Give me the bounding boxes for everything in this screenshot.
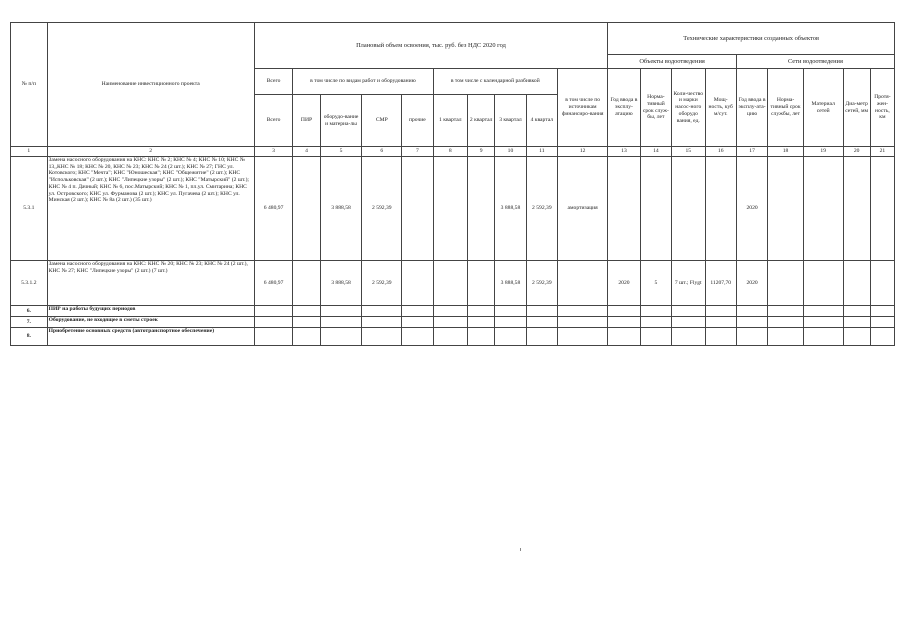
header-equipment: оборудо-вание и материа-лы xyxy=(320,95,362,147)
col-number: 5 xyxy=(320,147,362,157)
row-net-term xyxy=(768,261,804,306)
row-obj-power xyxy=(705,157,736,261)
row-pir xyxy=(293,261,320,306)
row-net-year: 2020 xyxy=(736,157,767,261)
header-by-work: в том числе по видам работ и оборудованию xyxy=(293,69,433,95)
row-net-material xyxy=(803,261,843,306)
row-other xyxy=(402,261,433,306)
row-net-length xyxy=(870,157,894,261)
header-name: Наименование инвестиционного проекта xyxy=(47,23,254,147)
section-row xyxy=(11,317,895,328)
header-net-term: Норма-тивный срок службы, лет xyxy=(768,69,804,147)
section-name: Приобретение основных средств (автотранспортное обеспечение) xyxy=(47,328,254,346)
row-obj-term xyxy=(640,157,671,261)
header-q4: 4 квартал xyxy=(526,95,557,147)
row-obj-year xyxy=(608,157,640,261)
header-tech-title: Технические характеристики созданных объектов xyxy=(608,23,895,55)
table-row xyxy=(11,157,895,261)
row-total: 6 480,97 xyxy=(254,261,293,306)
row-source: амортизация xyxy=(558,157,608,261)
header-smr: СМР xyxy=(362,95,402,147)
row-q3: 3 888,58 xyxy=(495,157,526,261)
header-obj-power: Мощ-ность, куб м/сут. xyxy=(705,69,736,147)
col-number: 17 xyxy=(736,147,767,157)
header-other: прочие xyxy=(402,95,433,147)
row-num: 5.3.1.2 xyxy=(11,261,48,306)
col-number: 11 xyxy=(526,147,557,157)
col-number: 7 xyxy=(402,147,433,157)
header-by-source: в том числе по источникам финансиро-вания xyxy=(558,69,608,147)
row-smr: 2 592,39 xyxy=(362,157,402,261)
column-numbers-row xyxy=(11,147,895,157)
col-number: 13 xyxy=(608,147,640,157)
header-total-group: Всего xyxy=(254,69,293,95)
row-net-year: 2020 xyxy=(736,261,767,306)
header-volume-title: Плановый объем освоения, тыс. руб. без НДС 2020 год xyxy=(254,23,608,69)
row-q2 xyxy=(468,157,495,261)
row-equipment: 3 888,58 xyxy=(320,261,362,306)
header-wastewater-objects: Объекты водоотведения xyxy=(608,55,737,69)
row-pir xyxy=(293,157,320,261)
row-source xyxy=(558,261,608,306)
header-num: № п/п xyxy=(11,23,48,147)
row-net-diameter xyxy=(843,157,870,261)
header-by-quarter: в том числе с календарной разбивкой xyxy=(433,69,557,95)
header-net-material: Материал сетей xyxy=(803,69,843,147)
header-obj-qty: Коли-чество и марки насос-ного оборудо вания, ед. xyxy=(672,69,705,147)
row-net-diameter xyxy=(843,261,870,306)
header-q2: 2 квартал xyxy=(468,95,495,147)
col-number: 8 xyxy=(433,147,468,157)
row-name: Замена насосного оборудования на КНС: КНС № 20; КНС № 23; КНС № 24 (2 шт.), КНС № 27; КНС "Липецкие узоры" (2 шт.) (7 шт.) xyxy=(47,261,254,306)
scan-mark xyxy=(520,548,521,551)
col-number: 10 xyxy=(495,147,526,157)
section-row xyxy=(11,328,895,346)
col-number: 3 xyxy=(254,147,293,157)
col-number: 4 xyxy=(293,147,320,157)
col-number: 18 xyxy=(768,147,804,157)
header-net-length: Протя-жен-ность, км xyxy=(870,69,894,147)
row-net-length xyxy=(870,261,894,306)
header-obj-year: Год ввода в эксплу-атацию xyxy=(608,69,640,147)
section-num: 6. xyxy=(11,306,48,317)
header-total: Всего xyxy=(254,95,293,147)
header-q3: 3 квартал xyxy=(495,95,526,147)
col-number: 9 xyxy=(468,147,495,157)
table-row xyxy=(11,261,895,306)
row-q4: 2 592,39 xyxy=(526,157,557,261)
section-name: ПИР на работы будущих периодов xyxy=(47,306,254,317)
section-row xyxy=(11,306,895,317)
section-name: Оборудование, не входящее в сметы строек xyxy=(47,317,254,328)
investment-table xyxy=(10,22,895,346)
col-number: 21 xyxy=(870,147,894,157)
row-q2 xyxy=(468,261,495,306)
header-wastewater-networks: Сети водоотведения xyxy=(736,55,894,69)
row-obj-qty: 7 шт.; Flygt xyxy=(672,261,705,306)
col-number: 14 xyxy=(640,147,671,157)
row-q1 xyxy=(433,157,468,261)
col-number: 19 xyxy=(803,147,843,157)
col-number: 2 xyxy=(47,147,254,157)
header-pir: ПИР xyxy=(293,95,320,147)
col-number: 6 xyxy=(362,147,402,157)
row-obj-qty xyxy=(672,157,705,261)
section-num: 8. xyxy=(11,328,48,346)
row-q1 xyxy=(433,261,468,306)
row-obj-year: 2020 xyxy=(608,261,640,306)
row-net-term xyxy=(768,157,804,261)
row-equipment: 3 888,58 xyxy=(320,157,362,261)
row-total: 6 480,97 xyxy=(254,157,293,261)
row-obj-power: 11207,70 xyxy=(705,261,736,306)
col-number: 20 xyxy=(843,147,870,157)
row-name: Замена насосного оборудования на КНС: КНС № 2; КНС № 4; КНС № 10; КНС № 13,,КНС № 18; КНС № 20, КНС № 23; КНС № 24 (2 шт.); КНС № 27; ГНС ул. Котовского; КНС "Мечта"; КНС "Юношеская"; КНС "Общежитие" (2 шт.); КНС "Испольковская" (2 шт.); КНС "Липецкие узоры" (2 шт.); КНС "Матырский" (2 шт.); КНС № 4 п. Дачный; КНС № 6, пос.Матырский; КНС № 1, пл.ул. Смитарина; КНС ул. Островского; КНС ул. Фурманова (2 шт.); КНС ул. Пугачева (2 шт.); КНС ул. Минская (2 шт.); КНС № 8а (2 шт.) (35 шт.) xyxy=(47,157,254,261)
header-net-diameter: Диа-метр сетей, мм xyxy=(843,69,870,147)
row-net-material xyxy=(803,157,843,261)
row-q4: 2 592,39 xyxy=(526,261,557,306)
header-q1: 1 квартал xyxy=(433,95,468,147)
row-q3: 3 888,58 xyxy=(495,261,526,306)
section-num: 7. xyxy=(11,317,48,328)
row-smr: 2 592,39 xyxy=(362,261,402,306)
row-obj-term: 5 xyxy=(640,261,671,306)
col-number: 1 xyxy=(11,147,48,157)
col-number: 15 xyxy=(672,147,705,157)
col-number: 12 xyxy=(558,147,608,157)
row-num: 5.3.1 xyxy=(11,157,48,261)
col-number: 16 xyxy=(705,147,736,157)
header-obj-term: Норма-тивный срок служ-бы, лет xyxy=(640,69,671,147)
row-other xyxy=(402,157,433,261)
header-net-year: Год ввода в эксплу-ата-цию xyxy=(736,69,767,147)
